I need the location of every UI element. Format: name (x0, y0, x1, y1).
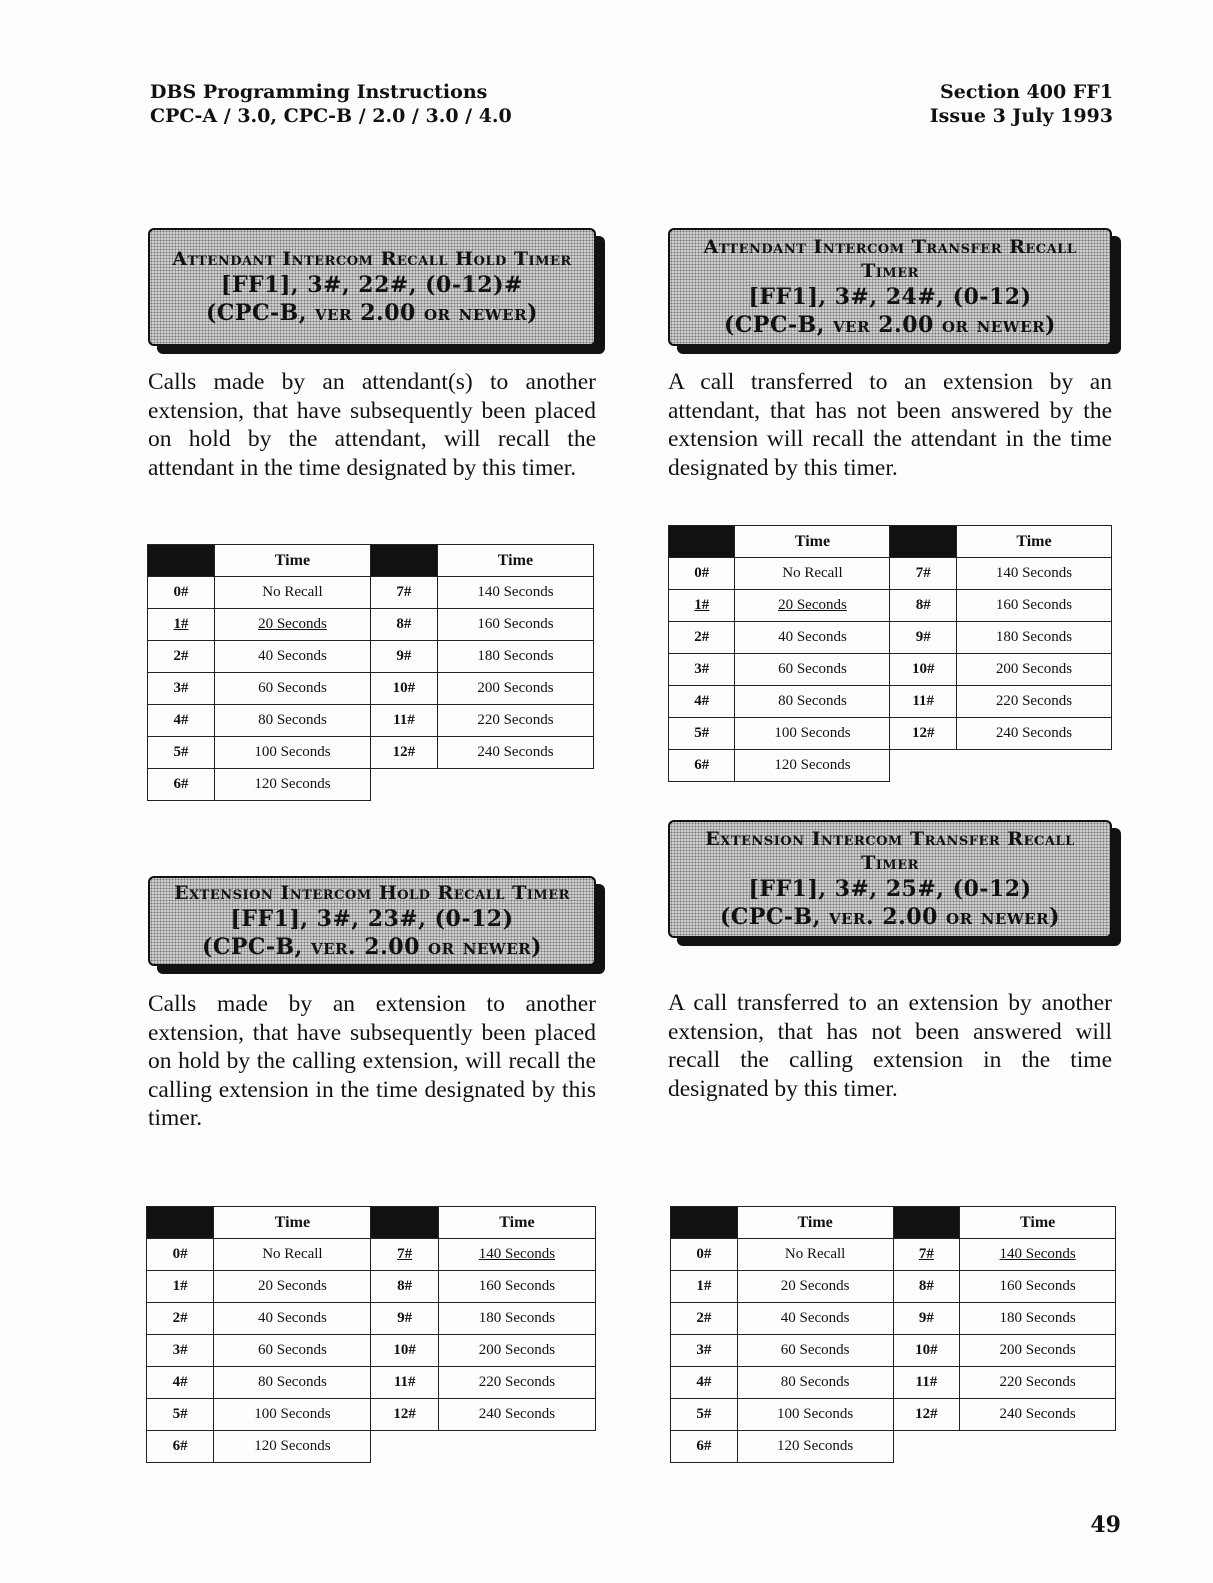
value-cell: No Recall (214, 577, 370, 609)
table-row (671, 1431, 1116, 1463)
value-cell: 100 Seconds (214, 1399, 371, 1431)
section-banner-extension-hold (148, 876, 596, 966)
value-cell: 220 Seconds (437, 705, 593, 737)
document-header-right (930, 80, 1113, 128)
value-cell: 60 Seconds (214, 1335, 371, 1367)
code-cell: 5# (671, 1399, 738, 1431)
code-cell: 8# (890, 590, 956, 622)
banner-code: [FF1], 3#, 24#, (0-12) (748, 284, 1032, 310)
value-cell: No Recall (737, 1239, 893, 1271)
banner-code: [FF1], 3#, 22#, (0-12)# (221, 272, 523, 298)
time-column-header: Time (437, 545, 593, 577)
value-cell: 200 Seconds (956, 654, 1111, 686)
table-row (669, 558, 1112, 590)
value-cell: 80 Seconds (735, 686, 890, 718)
value-cell: 60 Seconds (214, 673, 370, 705)
banner-title: Attendant Intercom Transfer Recall Timer (703, 236, 1077, 282)
header-blank-cell (893, 1207, 960, 1239)
code-cell: 4# (669, 686, 735, 718)
banner-version: (CPC-B, ver 2.00 or newer) (206, 300, 538, 326)
code-cell: 5# (669, 718, 735, 750)
value-cell: 160 Seconds (960, 1271, 1116, 1303)
banner-version: (CPC-B, ver. 2.00 or newer) (201, 934, 543, 960)
empty-cell (370, 769, 437, 801)
code-cell: 3# (148, 673, 215, 705)
code-cell: 4# (148, 705, 215, 737)
header-blank-cell (671, 1207, 738, 1239)
section-label: Section 400 FF1 (940, 81, 1113, 103)
code-cell: 2# (148, 641, 215, 673)
value-cell: 100 Seconds (735, 718, 890, 750)
table-header-row (148, 545, 594, 577)
code-cell: 7# (890, 558, 956, 590)
value-cell: 140 Seconds (960, 1239, 1116, 1271)
table-row (148, 737, 594, 769)
code-cell: 8# (370, 609, 437, 641)
doc-version: CPC-A / 3.0, CPC-B / 2.0 / 3.0 / 4.0 (150, 105, 512, 127)
section-description: Calls made by an extension to another extension, that have subsequently been placed on hold by the calling extension, will recall the calling extension in the time designated by this timer. (148, 991, 596, 1131)
code-cell: 9# (893, 1303, 960, 1335)
table-row (148, 641, 594, 673)
table-row (669, 654, 1112, 686)
code-cell: 10# (371, 1335, 438, 1367)
table-row (147, 1303, 596, 1335)
value-cell: 20 Seconds (737, 1271, 893, 1303)
value-cell: 100 Seconds (214, 737, 370, 769)
code-cell: 3# (147, 1335, 214, 1367)
header-blank-cell (148, 545, 215, 577)
code-cell: 1# (671, 1271, 738, 1303)
banner-version: (CPC-B, ver. 2.00 or newer) (719, 904, 1061, 930)
header-blank-cell (371, 1207, 438, 1239)
time-column-header: Time (956, 526, 1111, 558)
empty-cell (437, 769, 593, 801)
table-row (147, 1271, 596, 1303)
empty-cell (371, 1431, 438, 1463)
section-description: A call transferred to an extension by another extension, that has not been answered will recall the calling extension in the time designated by this timer. (668, 990, 1112, 1102)
table-row (147, 1399, 596, 1431)
code-cell: 12# (890, 718, 956, 750)
value-cell: 20 Seconds (214, 1271, 371, 1303)
timer-table (670, 1206, 1116, 1463)
value-cell: 220 Seconds (956, 686, 1111, 718)
table-row (147, 1431, 596, 1463)
value-cell: 20 Seconds (735, 590, 890, 622)
code-cell: 11# (370, 705, 437, 737)
timer-table (668, 525, 1112, 782)
value-cell: No Recall (735, 558, 890, 590)
code-cell: 0# (671, 1239, 738, 1271)
value-cell: 60 Seconds (737, 1335, 893, 1367)
table-row (148, 577, 594, 609)
code-cell: 12# (370, 737, 437, 769)
code-cell: 12# (371, 1399, 438, 1431)
time-column-header: Time (438, 1207, 595, 1239)
value-cell: 160 Seconds (437, 609, 593, 641)
value-cell: 240 Seconds (437, 737, 593, 769)
code-cell: 0# (669, 558, 735, 590)
value-cell: 160 Seconds (956, 590, 1111, 622)
code-cell: 2# (669, 622, 735, 654)
code-cell: 7# (371, 1239, 438, 1271)
value-cell: 240 Seconds (438, 1399, 595, 1431)
value-cell: 80 Seconds (737, 1367, 893, 1399)
banner-code: [FF1], 3#, 23#, (0-12) (230, 906, 514, 932)
section-banner-attendant-transfer (668, 228, 1112, 346)
table-row (147, 1239, 596, 1271)
code-cell: 11# (371, 1367, 438, 1399)
table-row (669, 718, 1112, 750)
value-cell: 100 Seconds (737, 1399, 893, 1431)
code-cell: 6# (671, 1431, 738, 1463)
section-description: Calls made by an attendant(s) to another extension, that have subsequently been placed on hold by the attendant, will recall the attendant in the time designated by this timer. (148, 369, 596, 481)
value-cell: 180 Seconds (956, 622, 1111, 654)
header-blank-cell (147, 1207, 214, 1239)
value-cell: 20 Seconds (214, 609, 370, 641)
code-cell: 3# (671, 1335, 738, 1367)
table-header-row (671, 1207, 1116, 1239)
value-cell: 220 Seconds (438, 1367, 595, 1399)
empty-cell (890, 750, 956, 782)
header-blank-cell (370, 545, 437, 577)
banner-version: (CPC-B, ver 2.00 or newer) (724, 312, 1056, 338)
value-cell: 120 Seconds (214, 1431, 371, 1463)
value-cell: 40 Seconds (737, 1303, 893, 1335)
code-cell: 2# (671, 1303, 738, 1335)
value-cell: 140 Seconds (437, 577, 593, 609)
value-cell: 240 Seconds (956, 718, 1111, 750)
value-cell: 140 Seconds (956, 558, 1111, 590)
code-cell: 11# (890, 686, 956, 718)
code-cell: 0# (147, 1239, 214, 1271)
table-row (671, 1303, 1116, 1335)
code-cell: 3# (669, 654, 735, 686)
table-row (147, 1335, 596, 1367)
empty-cell (960, 1431, 1116, 1463)
section-banner-attendant-hold (148, 228, 596, 346)
code-cell: 9# (371, 1303, 438, 1335)
value-cell: 240 Seconds (960, 1399, 1116, 1431)
code-cell: 11# (893, 1367, 960, 1399)
table-row (148, 705, 594, 737)
table-row (148, 769, 594, 801)
table-row (671, 1367, 1116, 1399)
value-cell: 80 Seconds (214, 705, 370, 737)
code-cell: 4# (147, 1367, 214, 1399)
document-header-left (150, 80, 512, 128)
table-row (671, 1239, 1116, 1271)
header-blank-cell (890, 526, 956, 558)
issue-label: Issue 3 July 1993 (929, 105, 1113, 127)
banner-title: Extension Intercom Hold Recall Timer (174, 882, 570, 904)
header-blank-cell (669, 526, 735, 558)
code-cell: 10# (890, 654, 956, 686)
value-cell: 220 Seconds (960, 1367, 1116, 1399)
value-cell: 200 Seconds (437, 673, 593, 705)
code-cell: 10# (893, 1335, 960, 1367)
value-cell: 120 Seconds (735, 750, 890, 782)
value-cell: 80 Seconds (214, 1367, 371, 1399)
value-cell: 40 Seconds (214, 641, 370, 673)
value-cell: 40 Seconds (214, 1303, 371, 1335)
banner-title: Attendant Intercom Recall Hold Timer (172, 248, 572, 270)
code-cell: 1# (148, 609, 215, 641)
code-cell: 5# (148, 737, 215, 769)
value-cell: 60 Seconds (735, 654, 890, 686)
table-row (147, 1367, 596, 1399)
table-row (669, 590, 1112, 622)
banner-title: Extension Intercom Transfer Recall Timer (705, 828, 1075, 874)
value-cell: 180 Seconds (960, 1303, 1116, 1335)
code-cell: 9# (890, 622, 956, 654)
banner-code: [FF1], 3#, 25#, (0-12) (748, 876, 1032, 902)
empty-cell (956, 750, 1111, 782)
value-cell: 140 Seconds (438, 1239, 595, 1271)
table-row (669, 750, 1112, 782)
table-row (148, 673, 594, 705)
timer-table (146, 1206, 596, 1463)
code-cell: 2# (147, 1303, 214, 1335)
value-cell: No Recall (214, 1239, 371, 1271)
empty-cell (438, 1431, 595, 1463)
code-cell: 5# (147, 1399, 214, 1431)
code-cell: 8# (371, 1271, 438, 1303)
time-column-header: Time (960, 1207, 1116, 1239)
time-column-header: Time (737, 1207, 893, 1239)
value-cell: 160 Seconds (438, 1271, 595, 1303)
code-cell: 8# (893, 1271, 960, 1303)
value-cell: 200 Seconds (438, 1335, 595, 1367)
value-cell: 180 Seconds (437, 641, 593, 673)
code-cell: 6# (147, 1431, 214, 1463)
code-cell: 4# (671, 1367, 738, 1399)
table-row (148, 609, 594, 641)
code-cell: 7# (370, 577, 437, 609)
doc-title: DBS Programming Instructions (150, 81, 488, 103)
section-banner-extension-transfer (668, 820, 1112, 938)
value-cell: 40 Seconds (735, 622, 890, 654)
table-row (671, 1271, 1116, 1303)
empty-cell (893, 1431, 960, 1463)
section-description: A call transferred to an extension by an attendant, that has not been answered by the extension will recall the attendant in the time designated by this timer. (668, 369, 1112, 481)
value-cell: 120 Seconds (737, 1431, 893, 1463)
value-cell: 200 Seconds (960, 1335, 1116, 1367)
table-header-row (147, 1207, 596, 1239)
time-column-header: Time (214, 1207, 371, 1239)
value-cell: 120 Seconds (214, 769, 370, 801)
timer-table (147, 544, 594, 801)
time-column-header: Time (735, 526, 890, 558)
code-cell: 10# (370, 673, 437, 705)
code-cell: 7# (893, 1239, 960, 1271)
table-row (669, 686, 1112, 718)
code-cell: 9# (370, 641, 437, 673)
page-number: 49 (1090, 1512, 1121, 1538)
table-header-row (669, 526, 1112, 558)
code-cell: 12# (893, 1399, 960, 1431)
code-cell: 1# (147, 1271, 214, 1303)
code-cell: 0# (148, 577, 215, 609)
code-cell: 6# (669, 750, 735, 782)
code-cell: 1# (669, 590, 735, 622)
table-row (671, 1335, 1116, 1367)
table-row (671, 1399, 1116, 1431)
code-cell: 6# (148, 769, 215, 801)
table-row (669, 622, 1112, 654)
time-column-header: Time (214, 545, 370, 577)
value-cell: 180 Seconds (438, 1303, 595, 1335)
